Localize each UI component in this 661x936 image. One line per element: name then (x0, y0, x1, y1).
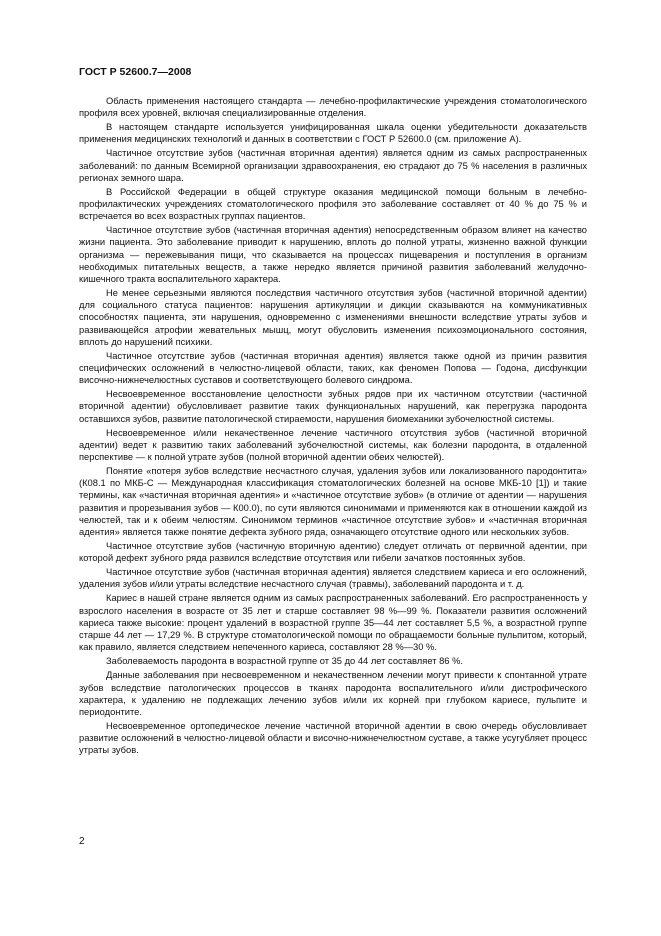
paragraph: Частичное отсутствие зубов (частичная вторичная адентия) непосредственным образом влияет на качество жизни пациента. Это заболевание приводит к нарушению, вплоть до полной утраты, жизненно важной функции организма — пережевывания пищи, что сказывается на процессах пищеварения и поступления в организм необходимых питательных веществ, а также нередко является причиной развития заболеваний желудочно-кишечного тракта воспалительного характера. (79, 225, 587, 285)
paragraph: Частичное отсутствие зубов (частичная вторичная адентия) является следствием кариеса и его осложнений, удаления зубов и/или утраты вследствие несчастного случая (травмы), заболеваний пародонта и т. д. (79, 567, 587, 590)
paragraph: Частичное отсутствие зубов (частичная вторичная адентия) является также одной из причин развития специфических осложнений в челюстно-лицевой области, таких, как феномен Попова — Годона, дисфункции височно-нижнечелюстных суставов и соответствующего болевого синдрома. (79, 350, 587, 386)
paragraph: В Российской Федерации в общей структуре оказания медицинской помощи больным в лечебно-профилактических учреждениях стоматологического профиля это заболевание составляет от 40 % до 75 % и встречается во всех возрастных группах пациентов. (79, 186, 587, 222)
paragraph: Область применения настоящего стандарта — лечебно-профилактические учреждения стоматологического профиля всех уровней, включая специализированные отделения. (79, 96, 587, 119)
paragraph: Несвоевременное и/или некачественное лечение частичного отсутствия зубов (частичной вторичной адентии) ведет к развитию таких заболеваний зубочелюстной системы, как болезни пародонта, в отдаленной перспективе — к полной утрате зубов (полной вторичной адентии обеих челюстей). (79, 427, 587, 463)
paragraph: Кариес в нашей стране является одним из самых распространенных заболеваний. Его распространенность у взрослого населения в возрасте от 35 лет и старше составляет 98 %—99 %. Показатели развития осложнений кариеса также высокие: процент удалений в возрастной группе 35—44 лет составляет 5,5 %, а возрастной группе старше 44 лет — 17,29 %. В структуре стоматологической помощи по обращаемости больные пульпитом, который, как правило, является следствием непеченного кариеса, составляют 28 %—30 %. (79, 593, 587, 653)
paragraph: Заболеваемость пародонта в возрастной группе от 35 до 44 лет составляет 86 %. (106, 656, 463, 667)
paragraph: Данные заболевания при несвоевременном и некачественном лечении могут привести к спонтанной утрате зубов вследствие патологических процессов в тканях пародонта воспалительного и/или дистрофического характера, к удалению не подлежащих лечению зубов и/или их корней при глубоком кариесе, пульпите и периодонтите. (79, 670, 587, 717)
paragraph: Частичное отсутствие зубов (частичную вторичную адентию) следует отличать от первичной адентии, при которой дефект зубного ряда развился вследствие отсутствия или гибели зачатков постоянных зубов. (79, 541, 587, 564)
standard-header: ГОСТ Р 52600.7—2008 (79, 66, 192, 78)
paragraph: Частичное отсутствие зубов (частичная вторичная адентия) является одним из самых распространенных заболеваний: по данным Всемирной организации здравоохранения, ею страдают до 75 % населения в различных регионах земного шара. (79, 148, 587, 183)
paragraph: Несвоевременное восстановление целостности зубных рядов при их частичном отсутствии (частичной вторичной адентии) обусловливает развитие таких функциональных нарушений, как перегрузка пародонта оставшихся зубов, развитие патологической стираемости, нарушения биомеханики зубочелюстной системы. (79, 389, 587, 424)
paragraph: Несвоевременное ортопедическое лечение частичной вторичной адентии в свою очередь обусловливает развитие осложнений в челюстно-лицевой области и височно-нижнечелюстном суставе, а также усугубляет процесс утраты зубов. (79, 720, 587, 756)
paragraph: Понятие «потеря зубов вследствие несчастного случая, удаления зубов или локализованного пародонтита» (К08.1 по МКБ-С — Международная классификация стоматологических болезней на основе МКБ-10 [1]) и такие термины, как «частичная вторичная адентия» и «частичное отсутствие зубов» (в отличие от адентии — нарушения развития и прорезывания зубов — К00.0), по сути являются синонимами и применяются как в отношении каждой из челюстей, так и к обеим челюстям. Синонимом терминов «частичное отсутствие зубов» и «частичная вторичная адентия» является также понятие дефекта зубного ряда, означающего отсутствие одного или нескольких зубов. (79, 466, 587, 538)
page-number: 2 (79, 836, 85, 847)
paragraph: Не менее серьезными являются последствия частичного отсутствия зубов (частичной вторичной адентии) для социального статуса пациентов: нарушения артикуляции и дикции сказываются на коммуникативных способностях пациента, эти нарушения, одновременно с изменениями внешности вследствие утраты зубов и развивающейся атрофии жевательных мышц, могут обусловить изменения психоэмоционального состояния, вплоть до нарушений психики. (79, 288, 587, 347)
document-body (79, 95, 587, 758)
paragraph: В настоящем стандарте используется унифицированная шкала оценки убедительности доказательств применения медицинских технологий и данных в соответствии с ГОСТ Р 52600.0 (см. приложение А). (79, 122, 587, 145)
